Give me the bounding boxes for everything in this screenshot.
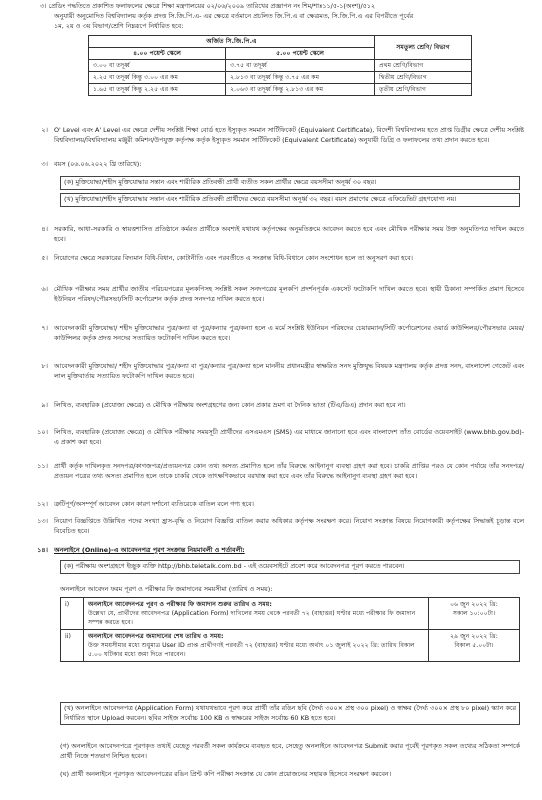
online-rule-gha: (ঘ) প্রার্থী অনলাইনে পূরণকৃত আবেদনপত্রের রঙিন প্রিন্ট কপি পরীক্ষা সংক্রান্ত যে কোন প্রয়োজনের সহায়ক হিসেবে সংরক্ষণ করবেন।	[60, 770, 392, 778]
item-number: ১৩।	[37, 517, 48, 525]
table-cell: ৩.৭৫ বা তদূর্ধ্ব	[226, 60, 375, 72]
item-number: ১০।	[37, 428, 48, 436]
table-row	[89, 72, 472, 84]
intro-line-3: ১ম, ২য় ও ৩য় বিভাগ/শ্রেণি নিম্নরূপে নির্ধারিত হবে:	[54, 22, 184, 30]
row-time: সকাল ১০:০০টা।	[452, 610, 496, 617]
table-row	[89, 84, 472, 96]
schedule-title: অনলাইনে আবেদন ফরম পূরণ ও পরীক্ষার ফি জমাদানের সময়সীমা (তারিখ ও সময়):	[60, 585, 273, 593]
row-description: উক্ত সময়সীমার মধ্যে শুধুমাত্র User ID প্রাপ্ত প্রার্থীগণই পরবর্তী ৭২ (বাহাত্তর) ঘণ্টার মধ্যে অর্থাৎ ০১ জুলাই ২০২২ খ্রি: তারিখ বিকাল ৫.০০ ঘটিকার মধ্যে জমা দিতে পারবেন।	[88, 642, 415, 658]
table-cell: দ্বিতীয় শ্রেণি/বিভাগ	[375, 72, 472, 84]
item-number: ১১।	[37, 462, 48, 470]
table-cell: ১.৬৫ বা তদূর্ধ্ব কিন্তু ২.২৫ এর কম	[89, 84, 226, 96]
item-number: ১২।	[37, 500, 48, 508]
item-number: ৫।	[41, 254, 48, 262]
item-number: ৩।	[41, 160, 48, 168]
scale-4-header: ৪.০০ পয়েন্ট স্কেলে	[89, 48, 226, 60]
scale-5-header: ৫.০০ পয়েন্ট স্কেলে	[226, 48, 375, 60]
age-limit-freedom-fighter: (খ) মুক্তিযোদ্ধা/শহীদ মুক্তিযোদ্ধার সন্তান এবং শারীরিক প্রতিবন্ধী প্রার্থীদের ক্ষেত্রে বয়সসীমা অনূর্ধ্ব ৩২ বছর। বয়স প্রমাণের ক্ষেত্রে এফিডেভিট গ্রহণযোগ্য নয়।	[60, 193, 520, 207]
row-time: বিকাল ৫.০০টা।	[454, 642, 494, 649]
cgpa-equivalence-table	[88, 35, 472, 96]
row-roman: i)	[61, 598, 84, 630]
item-number: ৯।	[41, 401, 48, 409]
table-row	[61, 598, 520, 630]
item-number: ১৪।	[37, 546, 48, 554]
item-text: লিখিত, ব্যবহারিক (প্রযোজ্য ক্ষেত্রে) ও মৌখিক পরীক্ষার সময়সূচী প্রার্থীদের এসএমএস (SMS) এর মাধ্যমে জানানো হবে এবং বাংলাদেশ তাঁত বোর্ডের ওয়েবসাইট (www.bhb.gov.bd)-এ প্রকাশ করা হবে।	[54, 428, 524, 446]
application-schedule-table	[60, 597, 520, 662]
item-number: ৪।	[41, 225, 48, 233]
row-date: ২৯ জুন ২০২২ খ্রি:	[450, 633, 498, 640]
item-number: ৬।	[41, 285, 48, 293]
item-number: ২।	[41, 126, 48, 134]
item-text: আবেদনকারী মুক্তিযোদ্ধা/ শহীদ মুক্তিযোদ্ধার পুত্র/কন্যা বা পুত্র/কন্যার পুত্র/কন্যা হলে এ মর্মে সংশ্লিষ্ট ইউনিয়ন পরিষদের চেয়ারম্যান/সিটি কর্পোরেশনের ওয়ার্ড কাউন্সিলর/পৌরসভার মেয়র/কাউন্সিলর কর্তৃক প্রদত্ত সনদের সত্যায়িত ফটোকপি দাখিল করতে হবে।	[54, 324, 524, 342]
row-description: উল্লেখ্য যে, প্রার্থীদের আবেদনপত্র (Application Form) দাখিলের সময় থেকে পরবর্তী ৭২ (বাহাত্তর) ঘণ্টার মধ্যে পরীক্ষার ফি জমাদান সম্পন্ন করতে হবে।	[88, 610, 416, 626]
row-title: অনলাইনে আবেদনপত্র জমাদানের শেষ তারিখ ও সময়:	[88, 633, 224, 640]
item-number: ৭।	[41, 324, 48, 332]
item-text: নিয়োগ বিজ্ঞপ্তিতে উল্লিখিত পদের সংখ্যা হ্রাস-বৃদ্ধি ও নিয়োগ বিজ্ঞপ্তি বাতিল করার অধিকার কর্তৃপক্ষ সংরক্ষণ করে। নিয়োগ সংক্রান্ত বিষয়ে নিয়োগকারী কর্তৃপক্ষের সিদ্ধান্তই চূড়ান্ত বলে বিবেচিত হবে।	[54, 517, 524, 535]
item-text: বয়স (০৬.০৬.২০২২ খ্রি তারিখে):	[54, 160, 142, 168]
row-date: ০৬ জুন ২০২২ খ্রি:	[450, 601, 498, 608]
item-number: ৮।	[41, 362, 48, 370]
intro-line-2: অনুযায়ী অনুমোদিত বিশ্ববিদ্যালয় কর্তৃক প্রদত্ত সি.জি.পি.এ- এর ক্ষেত্রে বর্তমানে প্রচলিত জি.পি.এ বা ক্ষেত্রমত, সি.জি.পি.এ এর বিপরীতে পূর্বের	[54, 12, 414, 20]
item-text: সরকারি, আধা-সরকারি ও স্বায়ত্তশাসিত প্রতিষ্ঠানে কর্মরত প্রার্থীকে অবশ্যই যথাযথ কর্তৃপক্ষের অনুমতিক্রমে আবেদন করতে হবে এবং মৌখিক পরীক্ষার সময় উক্ত অনুমতিপত্র দাখিল করতে হবে।	[54, 225, 524, 243]
table-cell: ২.০৬৩ বা তদূর্ধ্ব কিন্তু ২.৮১৩ এর কম	[226, 84, 375, 96]
online-rule-ka: (ক) পরীক্ষায় অংশগ্রহণে ইচ্ছুক ব্যক্তি http://bhb.teletalk.com.bd - এই ওয়েবসাইটে প্রবেশ করে আবেদনপত্র পূরণ করতে পারবেন।	[60, 560, 520, 574]
table-row	[89, 60, 472, 72]
equivalent-class-header: সমতুল্য শ্রেণি/ বিভাগ	[375, 36, 472, 60]
intro-line-1: ৩। প্রেডিং পদ্ধতিতে প্রকাশিত ফলাফলের ক্ষেত্রে শিক্ষা মন্ত্রণালয়ের ০২/০৬/২০০৯ তারিখের প্রজ্ঞাপন নং শিম/শাঃ১১/৫-১(অংশ)/৫১২	[40, 2, 376, 10]
online-rule-kha: (খ) অনলাইনে আবেদনপত্র (Application Form) যথাযথভাবে পূরণ করে প্রার্থী তাঁর রঙিন ছবি (দৈর্ঘ্য ৩০০× প্রস্থ ৩০০ pixel) ও স্বাক্ষর (দৈর্ঘ্য ৩০০× প্রস্থ ৮০ pixel) স্ক্যান করে নির্ধারিত স্থানে Upload করবেন। ছবির সাইজ সর্বোচ্চ 100 KB ও স্বাক্ষরের সাইজ সর্বোচ্চ 60 KB হতে হবে।	[60, 702, 520, 725]
online-rule-ga: (গ) অনলাইনে আবেদনপত্রে পূরণকৃত তথ্যই যেহেতু পরবর্তী সকল কার্যক্রমে ব্যবহৃত হবে, সেহেতু অনলাইনে আবেদনপত্র Submit করার পূর্বেই পূরণকৃত সকল তথ্যের সঠিকতা সম্পর্কে প্রার্থী নিজে শতভাগ নিশ্চিত হবেন।	[60, 742, 520, 760]
row-title: অনলাইনে আবেদনপত্র পূরণ ও পরীক্ষার ফি জমাদান শুরুর তারিখ ও সময়:	[88, 601, 272, 608]
item-text: মৌখিক পরীক্ষার সময় প্রার্থীর জাতীয় পরিচয়পত্রের মূলকপিসহ সংশ্লিষ্ট সকল সনদপত্রের মূলকপি প্রদর্শনপূর্বক একসেট ফটোকপি দাখিল করতে হবে। স্থায়ী ঠিকানা সম্পর্কিত প্রমাণ হিসেবে ইউনিয়ন পরিষদ/পৌরসভা/সিটি কর্পোরেশন কর্তৃক প্রদত্ত সনদপত্র দাখিল করতে হবে।	[54, 285, 524, 303]
item-text: O' Level এবং A' Level এর ক্ষেত্রে দেশীয় সংশ্লিষ্ট শিক্ষা বোর্ড হতে ইস্যুকৃত সমমান সার্টিফিকেট (Equivalent Certificate), বিদেশী বিশ্ববিদ্যালয় হতে প্রাপ্ত ডিগ্রীর ক্ষেত্রে দেশীয় সংশ্লিষ্ট বিশ্ববিদ্যালয়/বিশ্ববিদ্যালয় মঞ্জুরী কমিশন/উপযুক্ত কর্তৃপক্ষ কর্তৃক ইস্যুকৃত সমমান সার্টিফিকেট (Equivalent Certificate) অনুযায়ী ডিগ্রি ও ফলাফলের তথ্য প্রদান করতে হবে।	[54, 126, 524, 144]
age-limit-general: (ক) মুক্তিযোদ্ধা/শহীদ মুক্তিযোদ্ধার সন্তান এবং শারীরিক প্রতিবন্ধী প্রার্থী ব্যতীত সকল প্রার্থীর ক্ষেত্রে বয়সসীমা অনূর্ধ্ব ৩০ বছর।	[60, 176, 520, 190]
row-roman: ii)	[61, 630, 84, 662]
table-cell: ৩.০০ বা তদূর্ধ্ব	[89, 60, 226, 72]
table-cell: ২.২৫ বা তদূর্ধ্ব কিন্তু ৩.০০ এর কম	[89, 72, 226, 84]
table-cell: তৃতীয় শ্রেণি/বিভাগ	[375, 84, 472, 96]
item-text: আবেদনকারী মুক্তিযোদ্ধা/ শহীদ মুক্তিযোদ্ধার পুত্র/কন্যা বা পুত্র/কন্যার পুত্র/কন্যা হলে মাননীয় প্রধানমন্ত্রীর স্বাক্ষরিত সনদ মুক্তিযুদ্ধ বিষয়ক মন্ত্রণালয় কর্তৃক প্রদত্ত সনদ, বাংলাদেশ গেজেট এবং লাল মুক্তিবার্তায় সত্যায়িত ফটোকপি দাখিল করতে হবে।	[54, 362, 524, 380]
item-text: লিখিত, ব্যবহারিক (প্রযোজ্য ক্ষেত্রে) ও মৌখিক পরীক্ষায় অংশগ্রহণের জন্য কোন প্রকার ভ্রমণ বা দৈনিক ভাতা (টিএ/ডিএ) প্রদান করা হবে না।	[54, 401, 406, 409]
table-cell: প্রথম শ্রেণি/বিভাগ	[375, 60, 472, 72]
item-text: ত্রুটিপূর্ণ/অসম্পূর্ণ আবেদন কোন কারণ দর্শানো ব্যতিরেকে বাতিল বলে গণ্য হবে।	[54, 500, 254, 508]
item-text: নিয়োগের ক্ষেত্রে সরকারের বিদ্যমান বিধি-বিধান, কোটানীতি এবং পরবর্তীতে এ সংক্রান্ত বিধি-বিধানে কোন সংশোধন হলে তা অনুসরণ করা হবে।	[54, 254, 413, 262]
table-row	[61, 630, 520, 662]
online-section-heading: অনলাইনে (Online)-এ আবেদনপত্র পূরণ সংক্রান্ত নিয়মাবলী ও শর্তাবলী:	[54, 546, 245, 554]
item-text: প্রার্থী কর্তৃক দাখিলকৃত সনদপত্র/কাগজপত্র/প্রত্যয়নপত্র কোন তথ্য অসত্য প্রমাণিত হলে তাঁর বিরুদ্ধে আইনানুগ ব্যবস্থা গ্রহণ করা হবে। চাকরি প্রাপ্তির পরও যে কোন পর্যায়ে তাঁর সনদপত্র/প্রত্যয়ন পত্রের তথ্য অসত্য প্রমাণিত হলে তাকে চাকরি থেকে তাৎক্ষণিকভাবে বরখাস্ত করা হবে এবং তাঁর বিরুদ্ধে আইনানুগ ব্যবস্থা গ্রহণ করা হবে।	[54, 462, 524, 480]
cgpa-header: অর্জিত সি.জি.পি.এ	[89, 36, 375, 48]
table-cell: ২.৮১৩ বা তদূর্ধ্ব কিন্তু ৩.৭৫ এর কম	[226, 72, 375, 84]
